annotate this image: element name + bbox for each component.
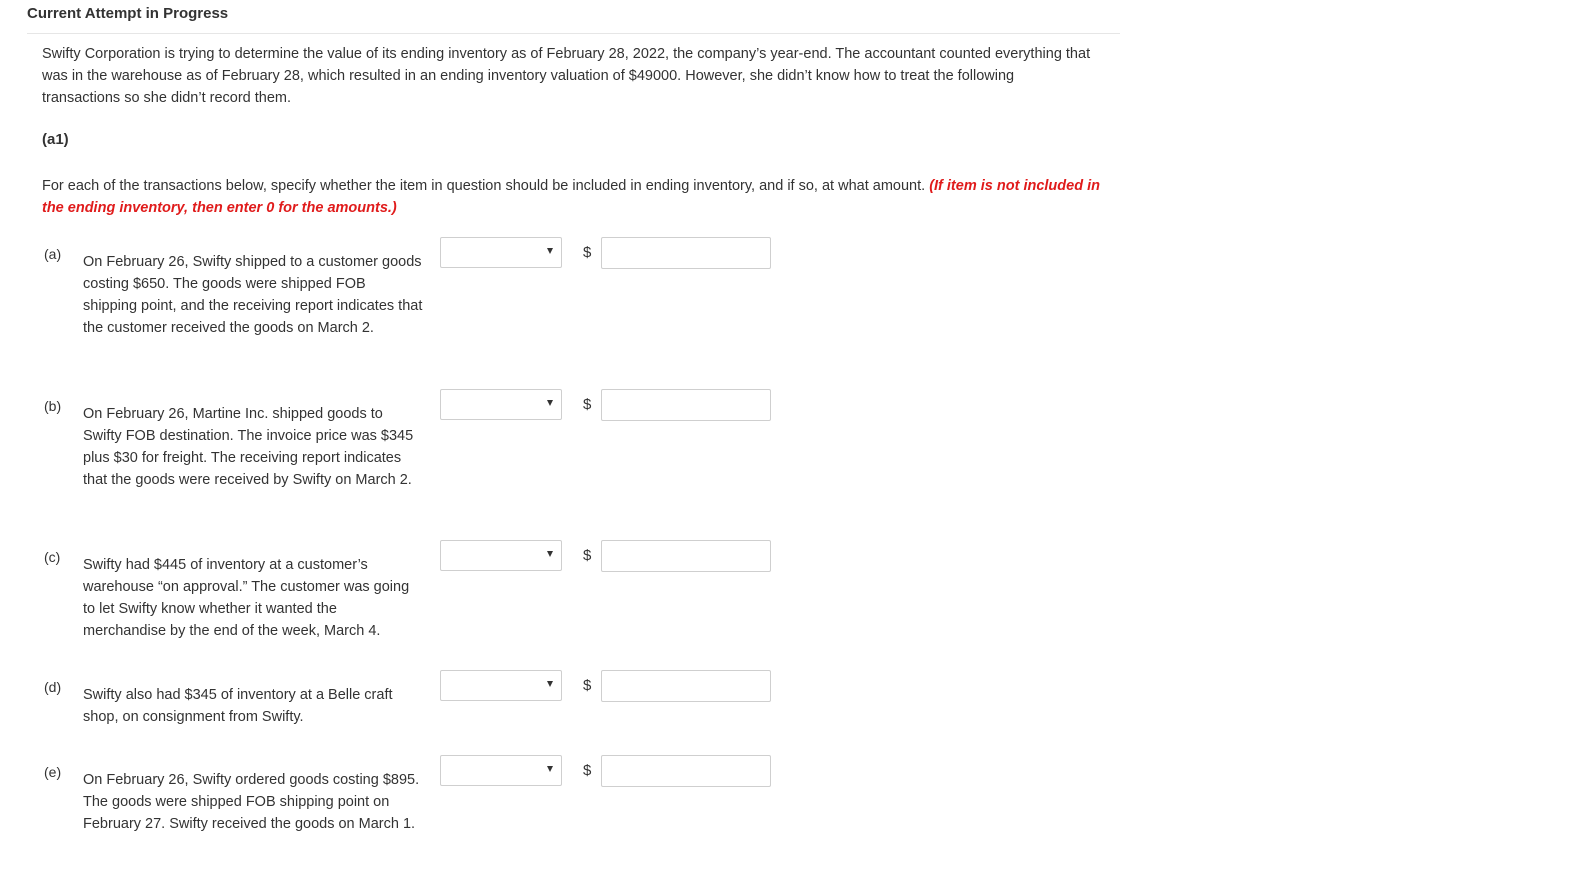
currency-symbol: $ [583, 396, 592, 413]
currency-symbol: $ [583, 244, 592, 261]
instructions-text: For each of the transactions below, specify whether the item in question should be included in ending inventory, and if so, at what amount. [42, 178, 926, 194]
item-description: Swifty had $445 of inventory at a customer’s warehouse “on approval.” The customer was going to let Swifty know whether it wanted the merchandise by the end of the week, March 4. [83, 557, 410, 639]
question-intro: Swifty Corporation is trying to determine the value of its ending inventory as of February 28, 2022, the company’s year-end. The accountant counted everything that was in the warehouse as of February 28, which resulted in an ending inventory valuation of $49000. However, she didn’t know how to treat the following transactions so she didn’t record them. [42, 46, 1091, 106]
dropdown-caret-icon [547, 248, 553, 254]
dropdown-caret-icon [547, 766, 553, 772]
attempt-status-title: Current Attempt in Progress [27, 5, 229, 22]
currency-symbol: $ [583, 677, 592, 694]
part-label: (a1) [42, 131, 69, 148]
attempt-header [27, 5, 1120, 34]
inclusion-dropdown[interactable] [440, 389, 562, 420]
item-letter: (d) [44, 679, 62, 695]
instructions [42, 175, 1102, 219]
currency-symbol: $ [583, 762, 592, 779]
item-letter: (a) [44, 246, 62, 262]
item-description: On February 26, Swifty ordered goods costing $895. The goods were shipped FOB shipping point on February 27. Swifty received the goods on March 1. [83, 772, 420, 832]
inclusion-dropdown[interactable] [440, 237, 562, 268]
inclusion-dropdown[interactable] [440, 540, 562, 571]
item-description: On February 26, Martine Inc. shipped goods to Swifty FOB destination. The invoice price was $345 plus $30 for freight. The receiving report indicates that the goods were received by Swifty on March 2. [83, 406, 414, 488]
item-letter: (c) [44, 549, 61, 565]
inclusion-dropdown[interactable] [440, 755, 562, 786]
item-description: Swifty also had $345 of inventory at a Belle craft shop, on consignment from Swifty. [83, 687, 393, 725]
amount-input[interactable] [601, 755, 771, 787]
amount-input[interactable] [601, 540, 771, 572]
instructions-note: (If item is not included in the ending inventory, then enter 0 for the amounts.) [42, 178, 1100, 216]
amount-input[interactable] [601, 237, 771, 269]
currency-symbol: $ [583, 547, 592, 564]
dropdown-caret-icon [547, 551, 553, 557]
amount-input[interactable] [601, 389, 771, 421]
dropdown-caret-icon [547, 400, 553, 406]
inclusion-dropdown[interactable] [440, 670, 562, 701]
amount-input[interactable] [601, 670, 771, 702]
item-description: On February 26, Swifty shipped to a customer goods costing $650. The goods were shipped FOB shipping point, and the receiving report indicates that the customer received the goods on March 2. [83, 254, 423, 336]
item-letter: (e) [44, 764, 62, 780]
dropdown-caret-icon [547, 681, 553, 687]
item-letter: (b) [44, 398, 62, 414]
